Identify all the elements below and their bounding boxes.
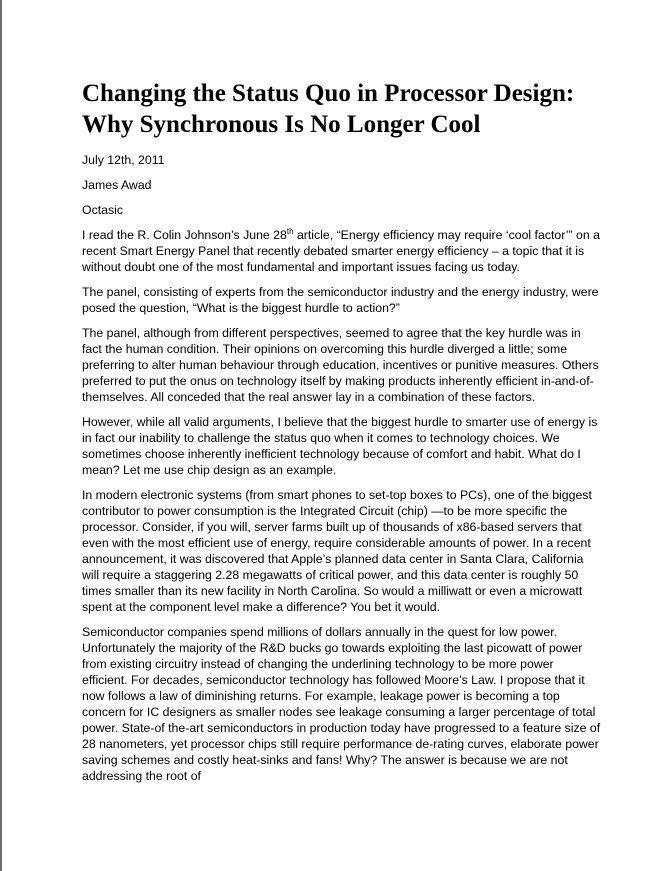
article-body <box>82 78 602 793</box>
paragraph-5: In modern electronic systems (from smart phones to set-top boxes to PCs), one of the biggest contributor to power consumption is the Integrated Circuit (chip) —to be more specific the processor. Consider, if you will, server farms built up of thousands of x86-based servers that even with the most efficient use of energy, require considerable amounts of power. In a recent announcement, it was discovered that Apple’s planned data center in Santa Clara, California will require a staggering 2.28 megawatts of critical power, and this data center is roughly 50 times smaller than its new facility in North Carolina. So would a milliwatt or even a microwatt spent at the component level make a difference? You bet it would. <box>82 488 592 614</box>
article-author: James Awad <box>82 178 152 192</box>
paragraph-1-rest: article, “Energy efficiency may require ‘cool factor’” on a recent Smart Energy Panel that recently debated smarter energy efficiency – a topic that it is without doubt one of the most fundamental and important issues facing us today. <box>82 228 600 274</box>
paragraph-1-start: I read the R. Colin Johnson’s June 28 <box>82 228 287 242</box>
paragraph-2: The panel, consisting of experts from the semiconductor industry and the energy industry, were posed the question, “What is the biggest hurdle to action?” <box>82 285 599 315</box>
paragraph-1 <box>82 227 602 275</box>
article-company: Octasic <box>82 203 123 217</box>
paragraph-3: The panel, although from different perspectives, seemed to agree that the key hurdle was in fact the human condition. Their opinions on overcoming this hurdle diverged a little; some preferring to alter human behaviour through education, incentives or punitive measures. Others preferred to put the onus on technology itself by making products inherently efficient in-and-of-themselves. All conceded that the real answer lay in a combination of these factors. <box>82 326 599 404</box>
paragraph-4: However, while all valid arguments, I believe that the biggest hurdle to smarter use of energy is in fact our inability to challenge the status quo when it comes to technology choices. We sometimes choose inherently inefficient technology because of comfort and habit. What do I mean? Let me use chip design as an example. <box>82 415 598 477</box>
ordinal-suffix: th <box>286 226 294 236</box>
article-title: Changing the Status Quo in Processor Design: Why Synchronous Is No Longer Cool <box>82 80 575 138</box>
article-date: July 12th, 2011 <box>82 153 165 167</box>
paragraph-6: Semiconductor companies spend millions of dollars annually in the quest for low power. Unfortunately the majority of the R&D bucks go towards exploiting the last picowatt of power from existing circuitry instead of changing the underlining technology to be more power efficient. For decades, semiconductor technology has followed Moore’s Law. I propose that it now follows a law of diminishing returns. For example, leakage power is becoming a top concern for IC designers as smaller nodes see leakage consuming a larger percentage of total power. State-of the-art semiconductors in production today have progressed to a feature size of 28 nanometers, yet processor chips still require performance de-rating curves, elaborate power saving schemes and costly heat-sinks and fans! Why? The answer is because we are not addressing the root of <box>82 625 601 783</box>
